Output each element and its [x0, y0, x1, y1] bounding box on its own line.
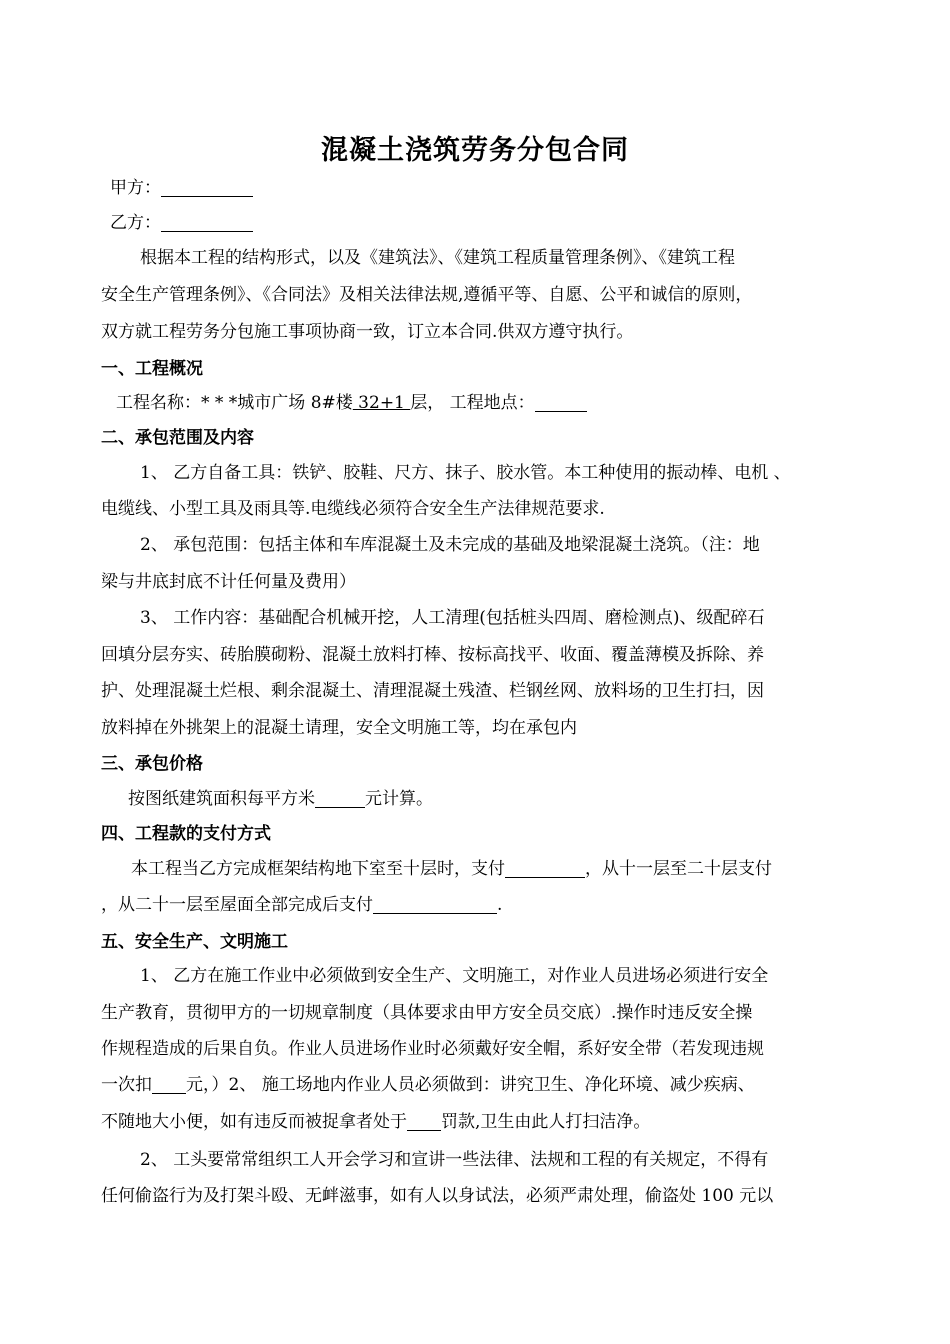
- price-prefix: 按图纸建筑面积每平方米: [128, 789, 315, 809]
- section-2-line: 电缆线、小型工具及雨具等.电缆线必须符合安全生产法律规范要求.: [101, 499, 605, 519]
- party-a-label: 甲方：: [110, 178, 161, 198]
- party-b-blank: [161, 213, 253, 232]
- price-blank: [315, 789, 365, 808]
- payment-line-2-prefix: ，从二十一层至屋面全部完成后支付: [101, 895, 373, 915]
- project-name-prefix: 工程名称：* * *城市广场 8#楼: [116, 393, 353, 413]
- section-5-line: 作规程造成的后果自负。作业人员进场作业时必须戴好安全帽，系好安全带（若发现违规: [101, 1039, 764, 1059]
- party-a-line: [110, 176, 870, 200]
- project-location-blank: [535, 393, 587, 412]
- party-b-label: 乙方：: [110, 213, 161, 233]
- intro-line-3: 双方就工程劳务分包施工事项协商一致，订立本合同.供双方遵守执行。: [101, 322, 634, 342]
- project-name-suffix: 层， 工程地点：: [410, 393, 535, 413]
- penalty-prefix: 一次扣: [101, 1075, 152, 1095]
- section-5-line-4: [101, 1073, 861, 1097]
- penalty-suffix: 元，）2、 施工场地内作业人员必须做到：讲究卫生、净化环境、减少疾病、: [186, 1075, 755, 1095]
- intro-line-1: 根据本工程的结构形式，以及《建筑法》、《建筑工程质量管理条例》、《建筑工程: [140, 248, 735, 268]
- payment-blank-1: [505, 859, 585, 878]
- fine-blank: [407, 1112, 441, 1131]
- price-suffix: 元计算。: [365, 789, 433, 809]
- price-line: [128, 787, 888, 811]
- section-5-line: 生产教育，贯彻甲方的一切规章制度（具体要求由甲方安全员交底）.操作时违反安全操: [101, 1003, 753, 1023]
- penalty-blank-1: [152, 1075, 186, 1094]
- section-1-heading: 一、工程概况: [101, 359, 203, 379]
- fine-suffix: 罚款,卫生由此人打扫洁净。: [441, 1112, 651, 1132]
- party-b-line: [110, 211, 870, 235]
- document-title: 混凝土浇筑劳务分包合同: [321, 135, 629, 166]
- section-2-line: 回填分层夯实、砖胎膜砌粉、混凝土放料打棒、按标高找平、收面、覆盖薄模及拆除、养: [101, 645, 764, 665]
- section-5-line: 1、 乙方在施工作业中必须做到安全生产、文明施工，对作业人员进场必须进行安全: [140, 966, 769, 986]
- payment-blank-2: [373, 895, 497, 914]
- section-2-line: 梁与井底封底不计任何量及费用）: [101, 572, 356, 592]
- party-a-blank: [161, 178, 253, 197]
- payment-line-1: [131, 857, 891, 881]
- payment-line-1-prefix: 本工程当乙方完成框架结构地下室至十层时，支付: [131, 859, 505, 879]
- project-floors: 32+1: [352, 393, 411, 413]
- section-4-heading: 四、工程款的支付方式: [101, 824, 271, 844]
- section-2-line: 放料掉在外挑架上的混凝土请理，安全文明施工等，均在承包内: [101, 718, 577, 738]
- payment-line-1-suffix: ，从十一层至二十层支付: [585, 859, 772, 879]
- section-2-line: 1、 乙方自备工具：铁铲、胶鞋、尺方、抹子、胶水管。本工种使用的振动棒、电机 、: [140, 463, 791, 483]
- section-2-line: 护、处理混凝土烂根、剩余混凝土、清理混凝土残渣、栏钢丝网、放料场的卫生打扫，因: [101, 681, 764, 701]
- project-name-line: [116, 391, 876, 415]
- section-3-heading: 三、承包价格: [101, 754, 203, 774]
- section-5-line: 2、 工头要常常组织工人开会学习和宣讲一些法律、法规和工程的有关规定，不得有: [140, 1150, 769, 1170]
- intro-line-2: 安全生产管理条例》、《合同法》及相关法律法规,遵循平等、自愿、公平和诚信的原则，: [101, 285, 753, 305]
- payment-line-2: [101, 893, 861, 917]
- fine-prefix: 不随地大小便，如有违反而被捉拿者处于: [101, 1112, 407, 1132]
- section-5-line: 任何偷盗行为及打架斗殴、无衅滋事，如有人以身试法，必须严肃处理，偷盗处 100 元以: [101, 1186, 774, 1206]
- section-2-heading: 二、承包范围及内容: [101, 428, 254, 448]
- section-5-line-5: [101, 1110, 861, 1134]
- section-2-line: 3、 工作内容：基础配合机械开挖，人工清理(包括桩头四周、磨检测点)、级配碎石: [140, 608, 765, 628]
- section-2-line: 2、 承包范围：包括主体和车库混凝土及未完成的基础及地梁混凝土浇筑。（注：地: [140, 535, 760, 555]
- payment-line-2-suffix: .: [497, 895, 503, 915]
- section-5-heading: 五、安全生产、文明施工: [101, 932, 288, 952]
